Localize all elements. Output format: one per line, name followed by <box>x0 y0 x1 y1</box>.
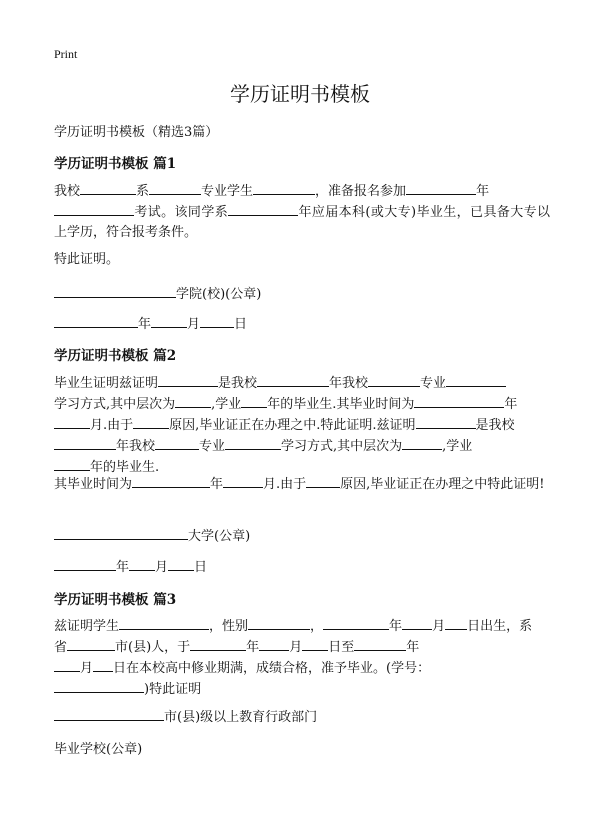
section-1-paragraph: 我校 系 专业学生 ，准备报名参加 年 考试。该同学系 年应届本科(或大专)毕业生，已具备大专以上学历，符合报考条件。 <box>54 181 550 243</box>
section-1-seal-line: 学院(校)(公章) <box>54 283 261 302</box>
section-2-paragraph-2: 其毕业时间为 年 月.由于 原因,毕业证正在办理之中特此证明! <box>54 474 550 495</box>
section-1-date-line: 年 月 日 <box>54 313 247 332</box>
section-2-heading: 学历证明书模板 篇2 <box>54 348 177 364</box>
section-1-certify-text: 特此证明。 <box>54 252 120 267</box>
page-title: 学历证明书模板 <box>230 82 370 106</box>
print-label[interactable]: Print <box>54 47 78 61</box>
section-1-heading: 学历证明书模板 篇1 <box>54 156 177 172</box>
section-2-seal-line: 大学(公章) <box>54 525 250 544</box>
section-3-heading: 学历证明书模板 篇3 <box>54 592 177 608</box>
section-3-dept-line: 市(县)级以上教育行政部门 <box>54 706 317 725</box>
document-subtitle: 学历证明书模板（精选3篇） <box>54 125 219 140</box>
section-2-date-line: 年 月 日 <box>54 556 207 575</box>
section-3-school-seal: 毕业学校(公章) <box>54 742 143 757</box>
section-3-paragraph: 兹证明学生 ，性别 ， 年 月 日出生，系 省 市(县)人，于 年 月 日至 年 月 日在本校高中修业期满，成绩合格，准予毕业。(学号： )特此证明 <box>54 616 550 700</box>
section-2-paragraph: 毕业生证明兹证明 是我校 年我校 专业 学习方式,其中层次为 ,学业 年的毕业生.其毕业时间为 年 月.由于 原因,毕业证正在办理之中.特此证明.兹证明 是我校 年我校 专业 学习方式,其中层次为 ,学业 年的毕业生. <box>54 373 550 478</box>
